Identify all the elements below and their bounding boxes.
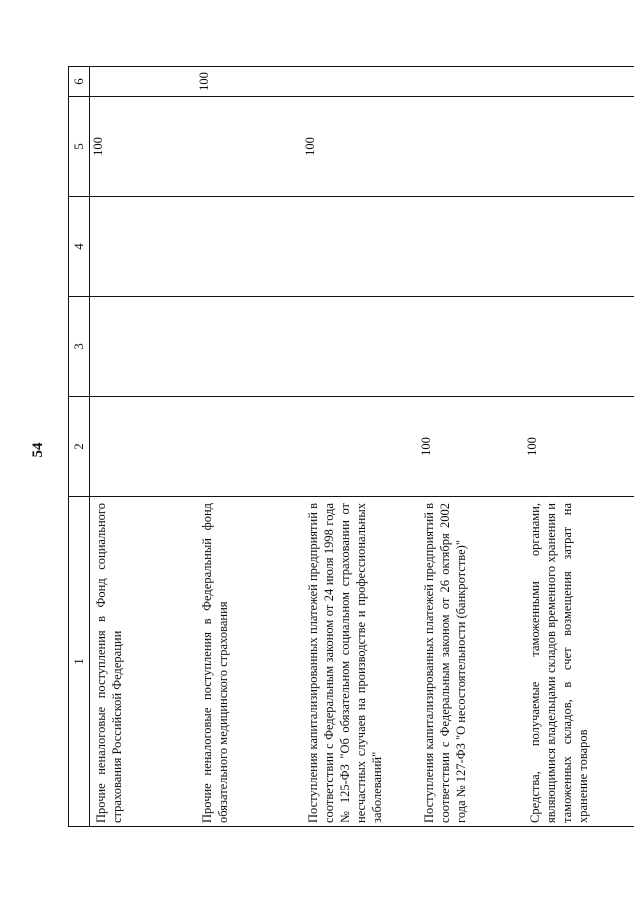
table-row	[196, 67, 302, 827]
row-description: Прочие неналоговые поступления в Федеральный фонд обязательного медицинского страхования	[200, 503, 230, 823]
table-header-row	[69, 67, 90, 827]
column-header: 4	[69, 197, 90, 297]
revenue-distribution-table	[68, 66, 634, 827]
table-row	[302, 67, 418, 827]
column-header: 6	[69, 67, 90, 97]
column-header: 3	[69, 297, 90, 397]
column-header: 1	[69, 497, 90, 827]
column-header: 2	[69, 397, 90, 497]
cell-col5: 100	[303, 137, 317, 156]
cell-col5: 100	[91, 137, 105, 156]
page-number: 54	[30, 442, 46, 458]
table-row	[418, 67, 524, 827]
table-row	[524, 67, 634, 827]
row-description: Средства, получаемые таможенными органами, являющимися владельцами складов временного хранения и таможенных складов, в счет возмещения затрат на хранение товаров	[528, 503, 590, 823]
row-description: Прочие неналоговые поступления в Фонд социального страхования Российской Федерации	[94, 503, 124, 823]
row-description: Поступления капитализированных платежей предприятий в соответствии с Федеральным законом от 26 октября 2002 года № 127-ФЗ "О несостоятельности (банкротстве)"	[422, 503, 468, 823]
cell-col6: 100	[197, 72, 211, 91]
cell-col2: 100	[525, 437, 539, 456]
cell-col2: 100	[419, 437, 433, 456]
row-description: Поступления капитализированных платежей предприятий в соответствии с Федеральным законом от 24 июля 1998 года № 125-ФЗ "Об обязательном социальном страховании от несчастных случаев на производстве и профессиональных заболеваний"	[306, 503, 384, 823]
table-row	[90, 67, 197, 827]
column-header: 5	[69, 97, 90, 197]
